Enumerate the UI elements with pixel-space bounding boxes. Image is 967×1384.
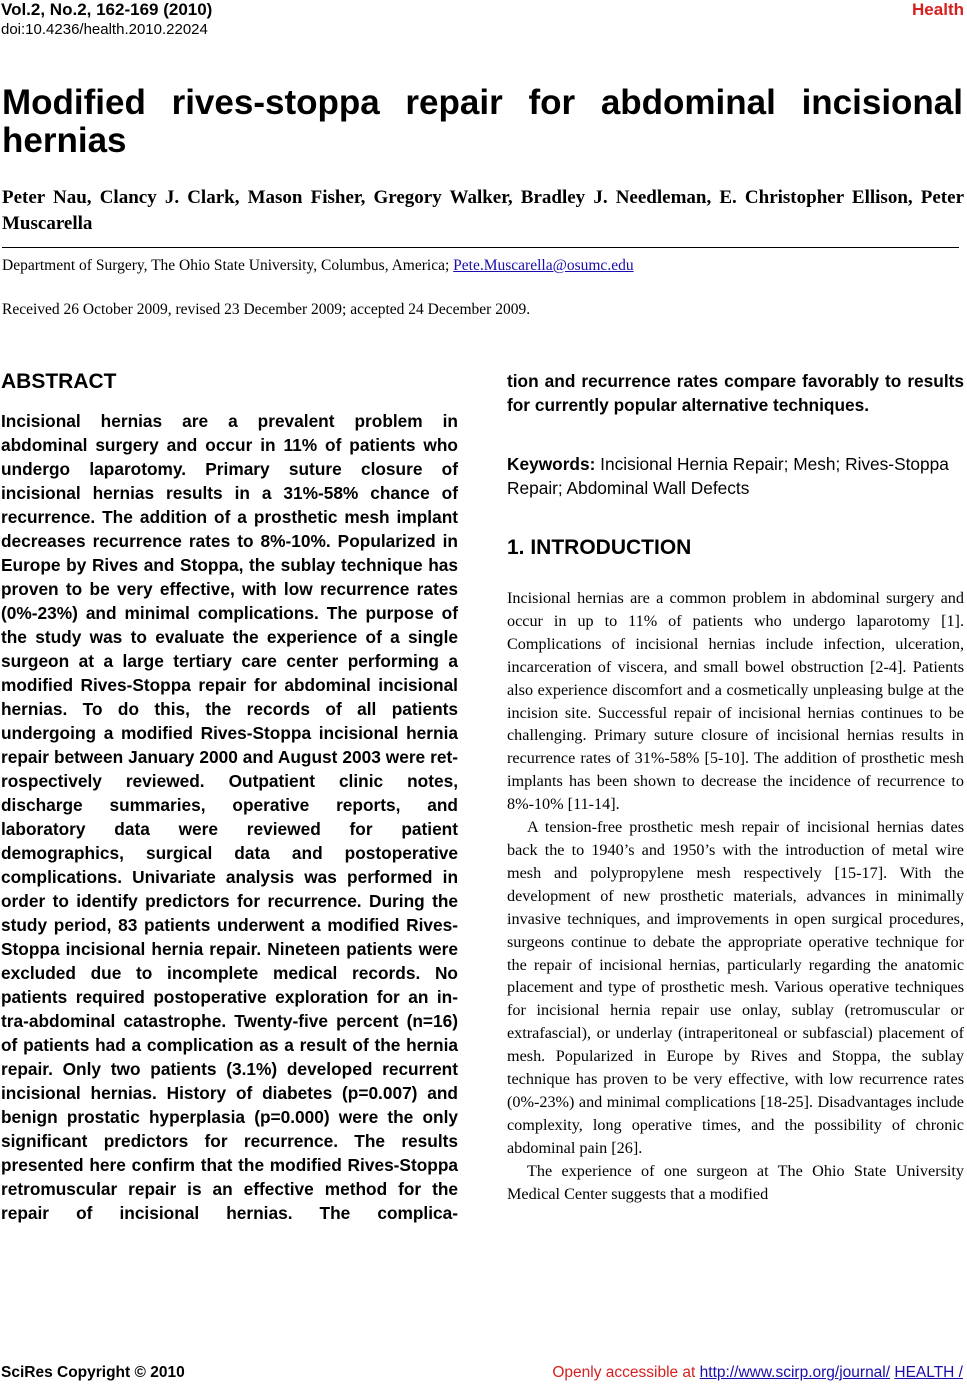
keywords-label: Keywords:	[507, 454, 596, 474]
keywords-text: Incisional Hernia Repair; Mesh; Rives-Stoppa Repair; Abdominal Wall Defects	[507, 454, 949, 498]
journal-name: Health	[912, 0, 964, 19]
footer-open-text: Openly accessible at	[552, 1364, 700, 1381]
footer-copyright: SciRes Copyright © 2010	[1, 1364, 185, 1381]
received-dates: Received 26 October 2009, revised 23 December 2009; accepted 24 December 2009.	[2, 301, 531, 318]
journal-link[interactable]: HEALTH /	[894, 1364, 963, 1381]
intro-paragraph: Incisional hernias are a common problem in abdominal surgery and occur in up to 11% of patients who undergo laparotomy [1]. Complications of incisional hernias include infection, ulceration, incarceration of viscera, and small bowel obstruction [2-4]. Patients also experience discomfort and a cosmetically unpleasing bulge at the incision site. Successful repair of incisional hernias continues to be challenging. Primary suture closure of incisional hernias results in recurrence rates of 31%-58% [5-10]. The addition of prosthetic mesh implants has been shown to decrease the incidence of recurrence to 8%-10% [11-14].	[507, 589, 964, 814]
intro-paragraph: A tension-free prosthetic mesh repair of incisional hernias dates back the to 1940’s and 1950’s with the introduction of metal wire mesh and polypropylene mesh respectively [15-17]. With the development of new prosthetic materials, advances in minimally invasive techniques, and improvements in open surgical procedures, surgeons continue to debate the appropriate operative technique for the repair of incisional hernias, particularly regarding the anatomic placement and type of prosthetic mesh. Various operative techniques for incisional hernia repair use onlay, sublay (retromuscular or extrafascial), or underlay (intraperitoneal or subfascial) placement of mesh. Popularized in Europe by Rives and Stoppa, the sublay technique has proven to be very effective, with low recurrence rates (0%-23%) and minimal complications [18-25]. Disadvantages include complexity, long operative times, and the possibility of chronic abdominal pain [26].	[507, 818, 964, 1157]
affiliation-text: Department of Surgery, The Ohio State University, Columbus, America;	[2, 257, 454, 274]
journal-volume: Vol.2, No.2, 162-169 (2010)	[1, 0, 213, 19]
header-divider	[2, 247, 959, 248]
author-list: Peter Nau, Clancy J. Clark, Mason Fisher, Gregory Walker, Bradley J. Needleman, E. Christopher Ellison, Peter Muscarella	[2, 187, 964, 234]
intro-paragraph: The experience of one surgeon at The Ohio State University Medical Center suggests that a modified	[507, 1161, 964, 1203]
journal-url-link[interactable]: http://www.scirp.org/journal/	[699, 1364, 891, 1381]
affiliation	[2, 256, 634, 276]
paper-title: Modified rives-stoppa repair for abdominal incisional hernias	[2, 83, 963, 160]
keywords	[507, 452, 964, 500]
doi: doi:10.4236/health.2010.22024	[1, 21, 208, 38]
abstract-continuation: tion and recurrence rates compare favorably to results for currently popular alternative techniques.	[507, 371, 964, 415]
introduction-body	[507, 587, 964, 1205]
abstract-text: Incisional hernias are a prevalent problem in abdominal surgery and occur in 11% of patients who undergo laparotomy. Primary suture closure of incisional hernias results in a 31%-58% chance of recurrence. The addition of a prosthetic mesh implant decreases recurrence rates to 8%-10%. Popularized in Europe by Rives and Stoppa, the sublay technique has proven to be very effective, with low recurrence rates (0%-23%) and minimal complications. The purpose of the study was to evaluate the experience of a single surgeon at a large tertiary care center performing a modified Rives-Stoppa repair for abdominal incisional hernias. To do this, the records of all patients undergoing a modified Rives-Stoppa incisional hernia repair between January 2000 and August 2003 were retrospectively reviewed. Outpatient clinic notes, discharge summaries, operative reports, and laboratory data were reviewed for patient demographics, surgical data and postoperative complications. Univariate analysis was performed in order to identify predictors for recurrence. During the study period, 83 patients underwent a modified Rives-Stoppa incisional hernia repair. Nineteen patients were excluded due to incomplete medical records. No patients required postoperative exploration for an intra-abdominal catastrophe. Twenty-five percent (n=16) of patients had a complication as a result of the hernia repair. Only two patients (3.1%) developed recurrent incisional hernias. History of diabetes (p=0.007) and benign prostatic hyperplasia (p=0.000) were the only significant predictors for recurrence. The results presented here confirm that the modified Rives-Stoppa retromuscular repair is an effective method for the repair of incisional hernias. The complica-	[1, 411, 458, 1223]
author-email-link[interactable]: Pete.Muscarella@osumc.edu	[453, 257, 634, 274]
introduction-heading: 1. INTRODUCTION	[507, 536, 692, 559]
abstract-heading: ABSTRACT	[1, 370, 117, 393]
footer-access	[552, 1364, 963, 1382]
